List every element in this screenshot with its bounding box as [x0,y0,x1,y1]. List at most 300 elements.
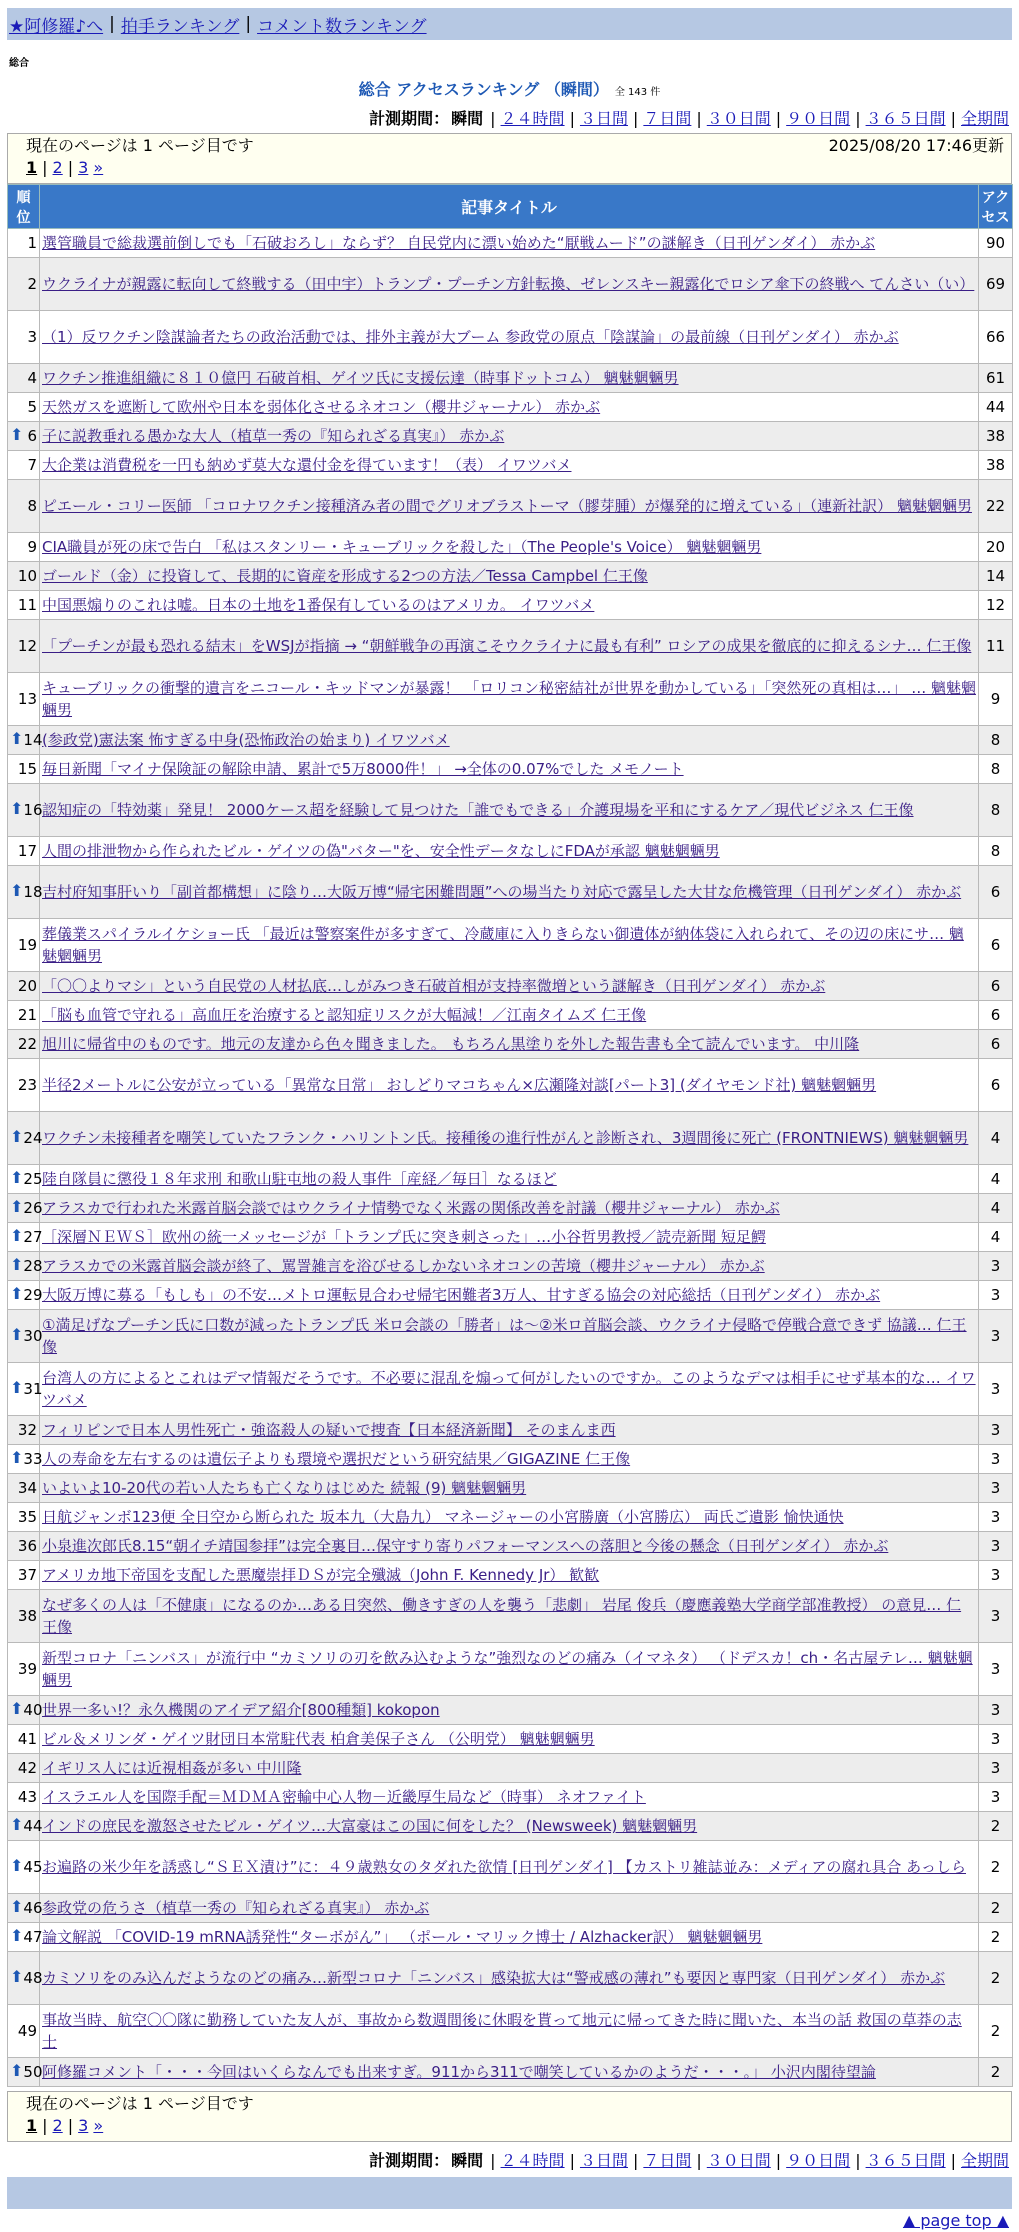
rank-number: 35 [17,1508,37,1526]
period-7d[interactable]: ７日間 [643,109,692,128]
rank-cell [8,2005,40,2058]
period-90d[interactable]: ９０日間 [786,2151,851,2170]
nav-separator: | [245,14,252,34]
rank-cell [8,1725,40,1754]
bottom-nav-bar [7,2177,1012,2209]
article-link[interactable]: 陸自隊員に懲役１８年求刑 和歌山駐屯地の殺人事件［産経／毎日］なるほど [42,1170,557,1188]
access-count: 6 [979,1001,1013,1030]
rank-number: 40 [23,1701,43,1719]
up-arrow-icon: ⬆ [10,1378,24,1397]
rank-number: 20 [17,977,37,995]
title-cell [40,1252,979,1281]
rank-number: 21 [17,1006,37,1024]
rank-cell [8,393,40,422]
title-cell [40,229,979,258]
rank-cell [8,673,40,726]
rank-cell [8,1165,43,1194]
access-count: 8 [979,784,1013,837]
up-arrow-icon: ⬆ [10,1926,24,1945]
access-count: 3 [979,1445,1013,1474]
period-365d[interactable]: ３６５日間 [865,109,946,128]
pagination-top: 1 | 2 | 3 » [26,158,104,177]
rank-number: 27 [23,1228,43,1246]
article-link[interactable]: インドの庶民を激怒させたビル・ゲイツ…大富豪はこの国に何をした？ (Newsweek) 魑魅魍魎男 [42,1817,698,1835]
access-count: 4 [979,1165,1013,1194]
table-row [8,1952,1013,2005]
ranking-table-body [8,229,1013,2087]
article-link[interactable]: イスラエル人を国際手配＝ＭＤＭＡ密輸中心人物－近畿厚生局など（時事） ネオファイト [42,1788,646,1806]
article-link[interactable]: 天然ガスを遮断して欧州や日本を弱体化させるネオコン（櫻井ジャーナル） 赤かぶ [42,398,601,416]
article-link[interactable]: 大阪万博に募る「もしも」の不安…メトロ運転見合わせ帰宅困難者3万人、甘すぎる協会の対応総括（日刊ゲンダイ） 赤かぶ [42,1286,881,1304]
article-link[interactable]: 「プーチンが最も恐れる結末」をWSJが指摘 → “朝鮮戦争の再演こそウクライナに最も有利” ロシアの成果を徹底的に抑えるシナ… 仁王像 [42,637,972,655]
page-title: 総合 アクセスランキング （瞬間） [358,80,609,99]
rank-number: 25 [23,1170,43,1188]
period-current: 瞬間 [451,2151,484,2170]
rank-cell [8,1812,43,1841]
title-cell [40,562,979,591]
access-count: 6 [979,1030,1013,1059]
updated-timestamp: 2025/08/20 17:46更新 [828,136,1004,155]
rank-cell [8,1952,43,2005]
title-cell [40,1363,979,1416]
rank-number: 39 [17,1660,37,1678]
access-count: 11 [979,620,1013,673]
rank-number: 5 [27,398,37,416]
title-cell [40,755,979,784]
article-link[interactable]: 小泉進次郎氏8.15“朝イチ靖国参拝”は完全裏目…保守すり寄りパフォーマンスへの落胆と今後の懸念（日刊ゲンダイ） 赤かぶ [42,1537,889,1555]
title-cell [40,837,979,866]
title-cell [40,1445,979,1474]
article-link[interactable]: 阿修羅コメント「・・・今回はいくらなんでも出来すぎ。911から311で嘲笑しているかのようだ・・・。」 小沢内閣待望論 [42,2063,876,2081]
rank-number: 9 [27,538,37,556]
nav-link-applause-ranking[interactable]: 拍手ランキング [120,16,240,37]
header-access: アクセス [979,185,1013,229]
access-count: 3 [979,1754,1013,1783]
article-link[interactable]: 旭川に帰省中のものです。地元の友達から色々聞きました。 もちろん黒塗りを外した報告書も全て読んでいます。 中川隆 [42,1035,860,1053]
total-count: 全 143 件 [614,87,661,98]
top-nav-bar [7,8,1012,40]
table-row [8,2058,1013,2087]
table-row [8,1503,1013,1532]
rank-cell [8,1194,43,1223]
access-count: 3 [979,1474,1013,1503]
article-link[interactable]: ゴールド（金）に投資して、長期的に資産を形成する2つの方法／Tessa Campbel 仁王像 [42,567,648,585]
title-cell [40,1194,979,1223]
title-cell [40,1725,979,1754]
title-cell [40,1310,979,1363]
page-link-2[interactable]: 2 [52,2116,63,2135]
access-count: 6 [979,972,1013,1001]
current-page-text: 現在のページは 1 ページ目です [26,2094,254,2113]
rank-number: 30 [23,1327,43,1345]
table-row [8,1416,1013,1445]
table-row [8,1281,1013,1310]
rank-cell [8,1223,43,1252]
access-count: 2 [979,1923,1013,1952]
period-365d[interactable]: ３６５日間 [865,2151,946,2170]
page-current: 1 [26,158,38,177]
access-count: 61 [979,364,1013,393]
rank-number: 36 [17,1537,37,1555]
rank-cell [8,837,40,866]
rank-cell [8,1783,40,1812]
title-cell [40,620,979,673]
page-link-3[interactable]: 3 [78,2116,89,2135]
table-row [8,1030,1013,1059]
page-current: 1 [26,2116,38,2135]
rank-cell [8,1503,40,1532]
rank-cell [8,229,40,258]
access-count: 3 [979,1416,1013,1445]
rank-cell [8,2058,43,2087]
table-row [8,1194,1013,1223]
up-arrow-icon: ⬆ [10,1856,24,1875]
title-cell [40,1281,979,1310]
article-link[interactable]: CIA職員が死の床で告白 「私はスタンリー・キューブリックを殺した」（The People's Voice） 魑魅魍魎男 [42,538,762,556]
table-row [8,1561,1013,1590]
up-arrow-icon: ⬆ [10,729,24,748]
access-count: 2 [979,1841,1013,1894]
access-count: 4 [979,1223,1013,1252]
period-label: 計測期間： [369,2151,450,2170]
rank-number: 19 [17,936,37,954]
rank-cell [8,1474,40,1503]
rank-cell [8,311,40,364]
table-row [8,1474,1013,1503]
table-row [8,866,1013,919]
rank-cell [8,919,40,972]
rank-cell [8,1252,43,1281]
rank-number: 37 [17,1566,37,1584]
table-row [8,755,1013,784]
rank-number: 32 [17,1421,37,1439]
rank-cell [8,1310,43,1363]
period-30d[interactable]: ３０日間 [706,109,771,128]
title-cell [40,311,979,364]
rank-cell [8,562,40,591]
article-link[interactable]: 認知症の「特効薬」発見！ 2000ケース超を経験して見つけた「誰でもできる」介護現場を平和にするケア／現代ビジネス 仁王像 [42,801,914,819]
access-count: 3 [979,1783,1013,1812]
rank-cell [8,1561,40,1590]
up-arrow-icon: ⬆ [10,1255,24,1274]
up-arrow-icon: ⬆ [10,799,24,818]
ranking-table [7,184,1013,2087]
article-link[interactable]: 台湾人の方によるとこれはデマ情報だそうです。不必要に混乱を煽って何がしたいのですか。このようなデマは相手にせず基本的な… イワツバメ [42,1369,976,1409]
rank-number: 12 [17,637,37,655]
rank-cell [8,258,40,311]
nav-link-comment-ranking[interactable]: コメント数ランキング [257,16,427,37]
title-cell [40,1812,979,1841]
access-count: 44 [979,393,1013,422]
access-count: 9 [979,673,1013,726]
article-link[interactable]: 子に説教垂れる愚かな大人（植草一秀の『知られざる真実』） 赤かぶ [42,427,505,445]
period-3d[interactable]: ３日間 [579,109,628,128]
access-count: 3 [979,1363,1013,1416]
table-row [8,1363,1013,1416]
rank-cell [8,784,43,837]
title-cell [40,1783,979,1812]
table-row [8,673,1013,726]
ranking-heading [0,77,1019,100]
title-cell [40,2005,979,2058]
title-cell [40,1696,979,1725]
article-link[interactable]: 大企業は消費税を一円も納めず莫大な還付金を得ています！（表） イワツバメ [42,456,572,474]
article-link[interactable]: 参政党の危うさ（植草一秀の『知られざる真実』） 赤かぶ [42,1899,430,1917]
table-row [8,393,1013,422]
table-row [8,229,1013,258]
access-count: 66 [979,311,1013,364]
rank-cell [8,480,40,533]
access-count: 38 [979,451,1013,480]
table-row [8,1696,1013,1725]
period-label: 計測期間： [369,109,450,128]
up-arrow-icon: ⬆ [10,1967,24,1986]
rank-number: 4 [27,369,37,387]
rank-cell [8,1923,43,1952]
article-link[interactable]: ワクチン推進組織に８１０億円 石破首相、ゲイツ氏に支援伝達（時事ドットコム） 魑魅魍魎男 [42,369,679,387]
period-all[interactable]: 全期間 [960,109,1009,128]
title-cell [40,364,979,393]
access-count: 4 [979,1194,1013,1223]
access-count: 8 [979,755,1013,784]
up-arrow-icon: ⬆ [10,1699,24,1718]
article-link[interactable]: 論文解説 「COVID-19 mRNA誘発性“ターボがん”」 （ポール・マリック博士 / Alzhacker訳） 魑魅魍魎男 [42,1928,763,1946]
up-arrow-icon: ⬆ [10,1197,24,1216]
table-row [8,364,1013,393]
page-link-3[interactable]: 3 [78,158,89,177]
rank-number: 50 [23,2063,43,2081]
pagination-bottom: 1 | 2 | 3 » [26,2116,104,2135]
access-count: 14 [979,562,1013,591]
nav-link-asyura[interactable]: ★阿修羅♪へ [9,16,104,37]
header-rank: 順位 [8,185,40,229]
access-count: 3 [979,1643,1013,1696]
period-current: 瞬間 [451,109,484,128]
title-cell [40,1841,979,1894]
article-link[interactable]: (参政党)憲法案 怖すぎる中身(恐怖政治の始まり) イワツバメ [42,731,450,749]
rank-number: 38 [17,1607,37,1625]
up-arrow-icon: ⬆ [10,1325,24,1344]
rank-cell [8,422,40,451]
access-count: 2 [979,1952,1013,2005]
table-row [8,1841,1013,1894]
article-link[interactable]: イギリス人には近視相姦が多い 中川隆 [42,1759,302,1777]
table-row [8,451,1013,480]
access-count: 3 [979,1503,1013,1532]
table-row [8,1165,1013,1194]
table-row [8,837,1013,866]
title-cell [40,866,979,919]
article-link[interactable]: 毎日新聞「マイナ保険証の解除申請、累計で5万8000件！」 →全体の0.07%でした メモノート [42,760,684,778]
title-cell [40,1059,979,1112]
header-title: 記事タイトル [40,185,979,229]
period-selector-top: 計測期間： 瞬間 | ２４時間 | ３日間 | ７日間 | ３０日間 | ９０日間 | ３６５日間 | 全期間 [369,109,1009,128]
rank-number: 24 [23,1129,43,1147]
up-arrow-icon: ⬆ [10,2061,24,2080]
access-count: 90 [979,229,1013,258]
access-count: 3 [979,1561,1013,1590]
access-count: 3 [979,1725,1013,1754]
table-row [8,1001,1013,1030]
title-cell [40,1223,979,1252]
rank-number: 11 [17,596,37,614]
period-90d[interactable]: ９０日間 [786,109,851,128]
rank-number: 14 [23,731,43,749]
article-link[interactable]: ウクライナが親露に転向して終戦する（田中宇）トランプ・プーチン方針転換、ゼレンスキー親露化でロシア傘下の終戦へ てんさい（い） [42,275,975,293]
article-link[interactable]: アメリカ地下帝国を支配した悪魔崇拝ＤＳが完全殲滅（John F. Kennedy Jr） 歓歓 [42,1566,600,1584]
article-link[interactable]: 半径2メートルに公安が立っている「異常な日常」 おしどりマコちゃん×広瀬隆対談[パート3] (ダイヤモンド社) 魑魅魍魎男 [42,1076,877,1094]
rank-cell [8,972,40,1001]
rank-number: 17 [17,842,37,860]
access-count: 12 [979,591,1013,620]
title-cell [40,1001,979,1030]
table-row [8,1923,1013,1952]
table-row [8,1112,1013,1165]
title-cell [40,1112,979,1165]
rank-cell [8,1590,40,1643]
rank-number: 16 [23,801,43,819]
rank-number: 3 [27,328,37,346]
period-30d[interactable]: ３０日間 [706,2151,771,2170]
period-7d[interactable]: ７日間 [643,2151,692,2170]
rank-cell [8,591,40,620]
rank-number: 18 [23,883,43,901]
article-link[interactable]: なぜ多くの人は「不健康」になるのか…ある日突然、働きすぎの人を襲う「悲劇」 岩尾 俊兵（慶應義塾大学商学部准教授） の意見… 仁王像 [42,1596,962,1636]
article-link[interactable]: お遍路の米少年を誘惑し“ＳＥＸ漬け”に：４９歳熟女のタダれた欲情 [日刊ゲンダイ] 【カストリ雑誌並み：メディアの腐れ具合 あっしら [42,1858,967,1876]
page-link-2[interactable]: 2 [52,158,63,177]
access-count: 6 [979,919,1013,972]
article-link[interactable]: 「〇〇よりマシ」という自民党の人材払底…しがみつき石破首相が支持率微増という謎解き（日刊ゲンダイ） 赤かぶ [42,977,826,995]
article-link[interactable]: ビル＆メリンダ・ゲイツ財団日本常駐代表 柏倉美保子さん （公明党） 魑魅魍魎男 [42,1730,595,1748]
table-row [8,1310,1013,1363]
title-cell [40,393,979,422]
up-arrow-icon: ⬆ [10,1284,24,1303]
article-link[interactable]: 葬儀業スパイラルイケショー氏 「最近は警察案件が多すぎて、冷蔵庫に入りきらない御遺体が納体袋に入れられて、その辺の床にサ… 魑魅魍魎男 [42,925,964,965]
article-link[interactable]: ［深層ＮＥＷＳ］欧州の統一メッセージが「トランプ氏に突き刺さった」…小谷哲男教授／読売新聞 短足鰐 [42,1228,766,1246]
title-cell [40,1416,979,1445]
rank-number: 47 [23,1928,43,1946]
page-next-link[interactable]: » [93,158,104,177]
table-row [8,726,1013,755]
period-3d[interactable]: ３日間 [579,2151,628,2170]
access-count: 3 [979,1590,1013,1643]
article-link[interactable]: いよいよ10-20代の若い人たちも亡くなりはじめた 続報 (9) 魑魅魍魎男 [42,1479,527,1497]
table-row [8,1725,1013,1754]
table-row [8,562,1013,591]
article-link[interactable]: 選管職員で総裁選前倒しでも「石破おろし」ならず？ 自民党内に漂い始めた“厭戦ムード”の謎解き（日刊ゲンダイ） 赤かぶ [42,234,876,252]
table-row [8,422,1013,451]
title-cell [40,591,979,620]
rank-number: 15 [17,760,37,778]
table-row [8,1223,1013,1252]
rank-number: 7 [27,456,37,474]
period-all[interactable]: 全期間 [960,2151,1009,2170]
page-top-link[interactable]: ▲ page top ▲ [902,2211,1009,2230]
rank-cell [8,1001,40,1030]
access-count: 8 [979,837,1013,866]
article-link[interactable]: ①満足げなプーチン氏に口数が減ったトランプ氏 米ロ会談の「勝者」は～②米ロ首脳会談、ウクライナ侵略で停戦合意できず 協議… 仁王像 [42,1316,967,1356]
article-link[interactable]: 世界一多い!？永久機関のアイデア紹介[800種類] kokopon [42,1701,440,1719]
rank-cell [8,1445,43,1474]
page-next-link[interactable]: » [93,2116,104,2135]
rank-number: 2 [27,275,37,293]
title-cell [40,1532,979,1561]
access-count: 22 [979,480,1013,533]
table-row [8,919,1013,972]
up-arrow-icon: ⬆ [10,425,24,444]
article-link[interactable]: カミソリをのみ込んだようなのどの痛み…新型コロナ「ニンバス」感染拡大は“警戒感の薄れ”も要因と専門家（日刊ゲンダイ） 赤かぶ [42,1969,946,1987]
page-top [0,2211,1009,2230]
table-row [8,1445,1013,1474]
article-link[interactable]: アラスカで行われた米露首脳会談ではウクライナ情勢でなく米露の関係改善を討議（櫻井ジャーナル） 赤かぶ [42,1199,780,1217]
article-link[interactable]: 中国悪煽りのこれは嘘。日本の土地を1番保有しているのはアメリカ。 イワツバメ [42,596,595,614]
up-arrow-icon: ⬆ [10,1897,24,1916]
table-row [8,1783,1013,1812]
up-arrow-icon: ⬆ [10,1815,24,1834]
article-link[interactable]: ワクチン未接種者を嘲笑していたフランク・ハリントン氏。接種後の進行性がんと診断され、3週間後に死亡 (FRONTNIEWS) 魑魅魍魎男 [42,1129,969,1147]
title-cell [40,451,979,480]
article-link[interactable]: （1）反ワクチン陰謀論者たちの政治活動では、排外主義が大ブーム 参政党の原点「陰謀論」の最前線（日刊ゲンダイ） 赤かぶ [42,328,899,346]
rank-cell [8,1416,40,1445]
rank-cell [8,726,43,755]
article-link[interactable]: 人間の排泄物から作られたビル・ゲイツの偽"バター"を、安全性データなしにFDAが承認 魑魅魍魎男 [42,842,720,860]
rank-cell [8,1754,40,1783]
article-link[interactable]: キューブリックの衝撃的遺言をニコール・キッドマンが暴露！ 「ロリコン秘密結社が世界を動かしている」「突然死の真相は…」 … 魑魅魍魎男 [42,679,976,719]
rank-cell [8,1841,43,1894]
rank-number: 41 [17,1730,37,1748]
rank-cell [8,533,40,562]
rank-cell [8,1281,43,1310]
article-link[interactable]: 吉村府知事肝いり「副首都構想」に陰り…大阪万博“帰宅困難問題”への場当たり対応で露呈した大甘な危機管理（日刊ゲンダイ） 赤かぶ [42,883,962,901]
title-cell [40,1952,979,2005]
title-cell [40,1923,979,1952]
current-page-text: 現在のページは 1 ページ目です [26,136,254,155]
rank-cell [8,1363,43,1416]
article-link[interactable]: 事故当時、航空〇〇隊に勤務していた友人が、事故から数週間後に休暇を貰って地元に帰ってきた時に聞いた、本当の話 救国の草莽の志士 [42,2011,962,2051]
article-link[interactable]: アラスカでの米露首脳会談が終了、罵詈雑言を浴びせるしかないネオコンの苦境（櫻井ジャーナル） 赤かぶ [42,1257,765,1275]
title-cell [40,1474,979,1503]
access-count: 3 [979,1252,1013,1281]
article-link[interactable]: 人の寿命を左右するのは遺伝子よりも環境や選択だという研究結果／GIGAZINE 仁王像 [42,1450,631,1468]
period-24h[interactable]: ２４時間 [500,109,565,128]
title-cell [40,673,979,726]
rank-cell [8,620,40,673]
rank-number: 44 [23,1817,43,1835]
rank-number: 6 [27,427,37,445]
article-link[interactable]: ピエール・コリー医師 「コロナワクチン接種済み者の間でグリオブラストーマ（膠芽腫）が爆発的に増えている」（連新社訳） 魑魅魍魎男 [42,497,972,515]
rank-number: 46 [23,1899,43,1917]
period-24h[interactable]: ２４時間 [500,2151,565,2170]
title-cell [40,258,979,311]
rank-number: 33 [23,1450,43,1468]
rank-number: 8 [27,497,37,515]
access-count: 3 [979,1696,1013,1725]
article-link[interactable]: フィリピンで日本人男性死亡・強盗殺人の疑いで捜査【日本経済新聞】 そのまんま西 [42,1421,616,1439]
page-info-bottom [7,2091,1012,2142]
article-link[interactable]: 日航ジャンボ123便 全日空から断られた 坂本九（大島九） マネージャーの小宮勝廣（小宮勝広） 両氏ご遺影 愉快通快 [42,1508,844,1526]
access-count: 2 [979,1894,1013,1923]
rank-cell [8,755,40,784]
access-count: 6 [979,866,1013,919]
article-link[interactable]: 新型コロナ「ニンバス」が流行中 “カミソリの刃を飲み込むような”強烈なのどの痛み（イマネタ） （ドデスカ！ch・名古屋テレ… 魑魅魍魎男 [42,1649,973,1689]
title-cell [40,422,979,451]
access-count: 2 [979,2005,1013,2058]
title-cell [40,972,979,1001]
table-row [8,784,1013,837]
access-count: 69 [979,258,1013,311]
table-row [8,1252,1013,1281]
article-link[interactable]: 「脳も血管で守れる」高血圧を治療すると認知症リスクが大幅減！／江南タイムズ 仁王像 [42,1006,647,1024]
